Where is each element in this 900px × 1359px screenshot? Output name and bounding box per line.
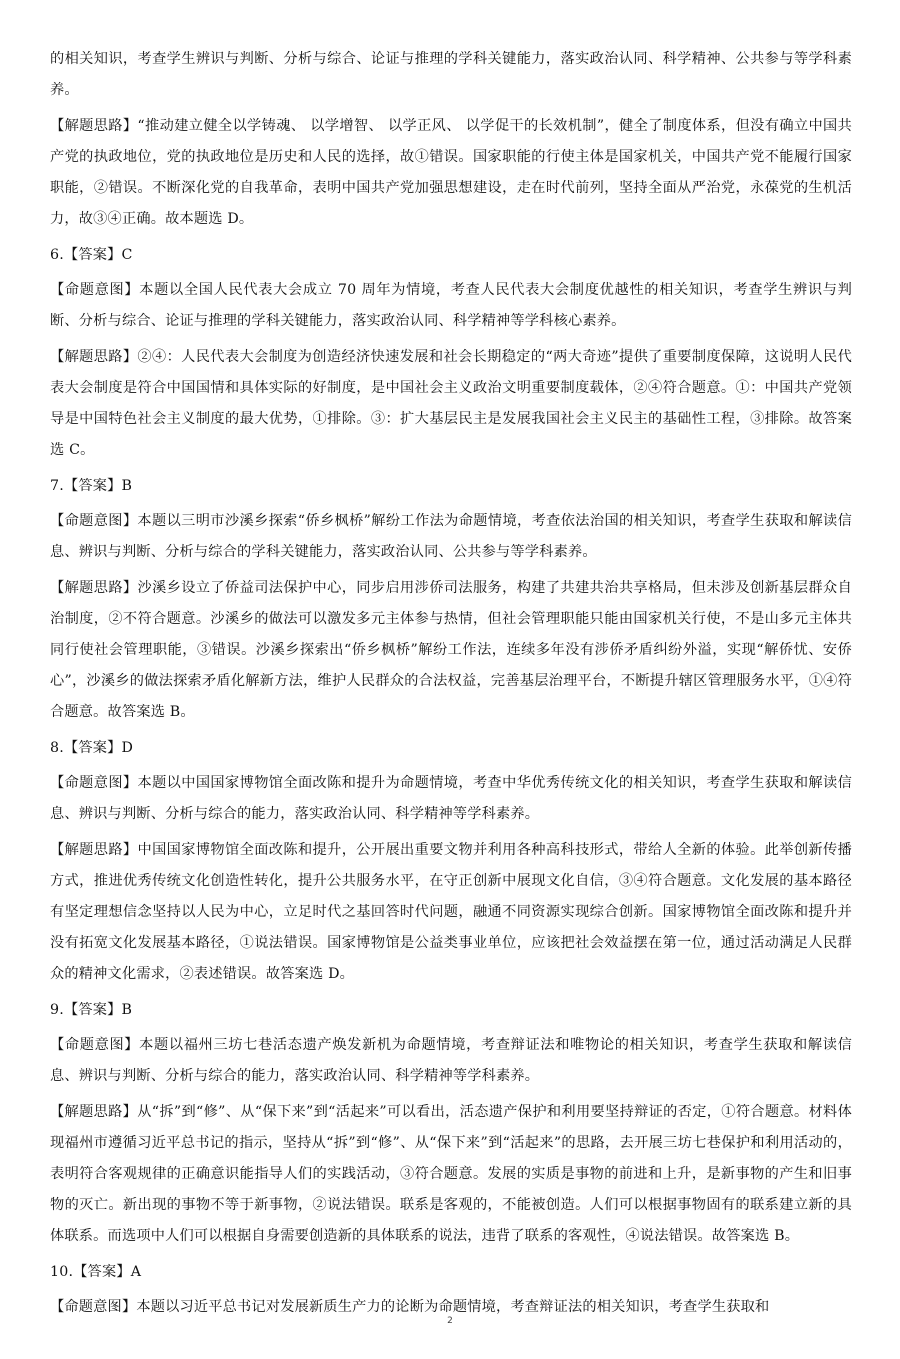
explanation-paragraph: 【解题思路】②④：人民代表大会制度为创造经济快速发展和社会长期稳定的“两大奇迹”提供了重要制度保障，这说明人民代表大会制度是符合中国国情和具体实际的好制度，是中国社会主义政治文明重要制度载体，②④符合题意。①：中国共产党领导是中国特色社会主义制度的最大优势，①排除。③：扩大基层民主是发展我国社会主义民主的基础性工程，③排除。故答案选 C。: [50, 349, 852, 458]
explanation-paragraph: 【命题意图】本题以中国国家博物馆全面改陈和提升为命题情境，考查中华优秀传统文化的相关知识，考查学生获取和解读信息、辨识与判断、分析与综合的能力，落实政治认同、科学精神等学科素养。: [50, 775, 852, 822]
explanation-paragraph: 【命题意图】本题以三明市沙溪乡探索“侨乡枫桥”解纷工作法为命题情境，考查依法治国的相关知识，考查学生获取和解读信息、辨识与判断、分析与综合的学科关键能力，落实政治认同、公共参与等学科素养。: [50, 513, 852, 560]
explanation-paragraph: 【命题意图】本题以福州三坊七巷活态遗产焕发新机为命题情境，考查辩证法和唯物论的相关知识，考查学生获取和解读信息、辨识与判断、分析与综合的能力，落实政治认同、科学精神等学科素养。: [50, 1037, 852, 1084]
explanation-paragraph: 【解题思路】从“拆”到“修”、从“保下来”到“活起来”可以看出，活态遗产保护和利用要坚持辩证的否定，①符合题意。材料体现福州市遵循习近平总书记的指示，坚持从“拆”到“修”、从“保下来”到“活起来”的思路，去开展三坊七巷保护和利用活动的，表明符合客观规律的正确意识能指导人们的实践活动，③符合题意。发展的实质是事物的前进和上升，是新事物的产生和旧事物的灭亡。新出现的事物不等于新事物，②说法错误。联系是客观的，不能被创造。人们可以根据事物固有的联系建立新的具体联系。而选项中人们可以根据自身需要创造新的具体联系的说法，违背了联系的客观性，④说法错误。故答案选 B。: [50, 1104, 852, 1244]
explanation-paragraph: 【解题思路】中国国家博物馆全面改陈和提升，公开展出重要文物并利用各种高科技形式，带给人全新的体验。此举创新传播方式，推进优秀传统文化创造性转化，提升公共服务水平，在守正创新中展现文化自信，③④符合题意。文化发展的基本路径有坚定理想信念坚持以人民为中心，立足时代之基回答时代问题，融通不同资源实现综合创新。国家博物馆全面改陈和提升并没有拓宽文化发展基本路径，①说法错误。国家博物馆是公益类事业单位，应该把社会效益摆在第一位，通过活动满足人民群众的精神文化需求，②表述错误。故答案选 D。: [50, 842, 852, 982]
explanation-paragraph: 【解题思路】“推动建立健全以学铸魂、 以学增智、 以学正风、 以学促干的长效机制”，健全了制度体系，但没有确立中国共产党的执政地位，党的执政地位是历史和人民的选择，故①错误。国家职能的行使主体是国家机关，中国共产党不能履行国家职能，②错误。不断深化党的自我革命，表明中国共产党加强思想建设，走在时代前列，坚持全面从严治党，永葆党的生机活力，故③④正确。故本题选 D。: [50, 118, 852, 227]
answer-line: 6.【答案】C: [50, 247, 133, 263]
explanation-paragraph: 【解题思路】沙溪乡设立了侨益司法保护中心，同步启用涉侨司法服务，构建了共建共治共享格局，但未涉及创新基层群众自治制度，②不符合题意。沙溪乡的做法可以激发多元主体参与热情，但社会管理职能只能由国家机关行使，不是山多元主体共同行使社会管理职能，③错误。沙溪乡探索出“侨乡枫桥”解纷工作法，连续多年没有涉侨矛盾纠纷外溢，实现“解侨忧、安侨心”，沙溪乡的做法探索矛盾化解新方法，维护人民群众的合法权益，完善基层治理平台，不断提升辖区管理服务水平，①④符合题意。故答案选 B。: [50, 580, 852, 720]
answer-explanations: [50, 44, 852, 1328]
explanation-paragraph: 【命题意图】本题以习近平总书记对发展新质生产力的论断为命题情境，考查辩证法的相关知识，考查学生获取和: [50, 1299, 770, 1315]
page-number: 2: [447, 1316, 453, 1326]
answer-line: 7.【答案】B: [50, 478, 133, 494]
explanation-paragraph: 【命题意图】本题以全国人民代表大会成立 70 周年为情境，考查人民代表大会制度优越性的相关知识，考查学生辨识与判断、分析与综合、论证与推理的学科关键能力，落实政治认同、科学精神等学科核心素养。: [50, 282, 852, 329]
answer-line: 8.【答案】D: [50, 740, 134, 756]
answer-line: 10.【答案】A: [50, 1264, 142, 1280]
explanation-paragraph: 的相关知识，考查学生辨识与判断、分析与综合、论证与推理的学科关键能力，落实政治认同、科学精神、公共参与等学科素养。: [50, 51, 852, 98]
answer-line: 9.【答案】B: [50, 1002, 133, 1018]
